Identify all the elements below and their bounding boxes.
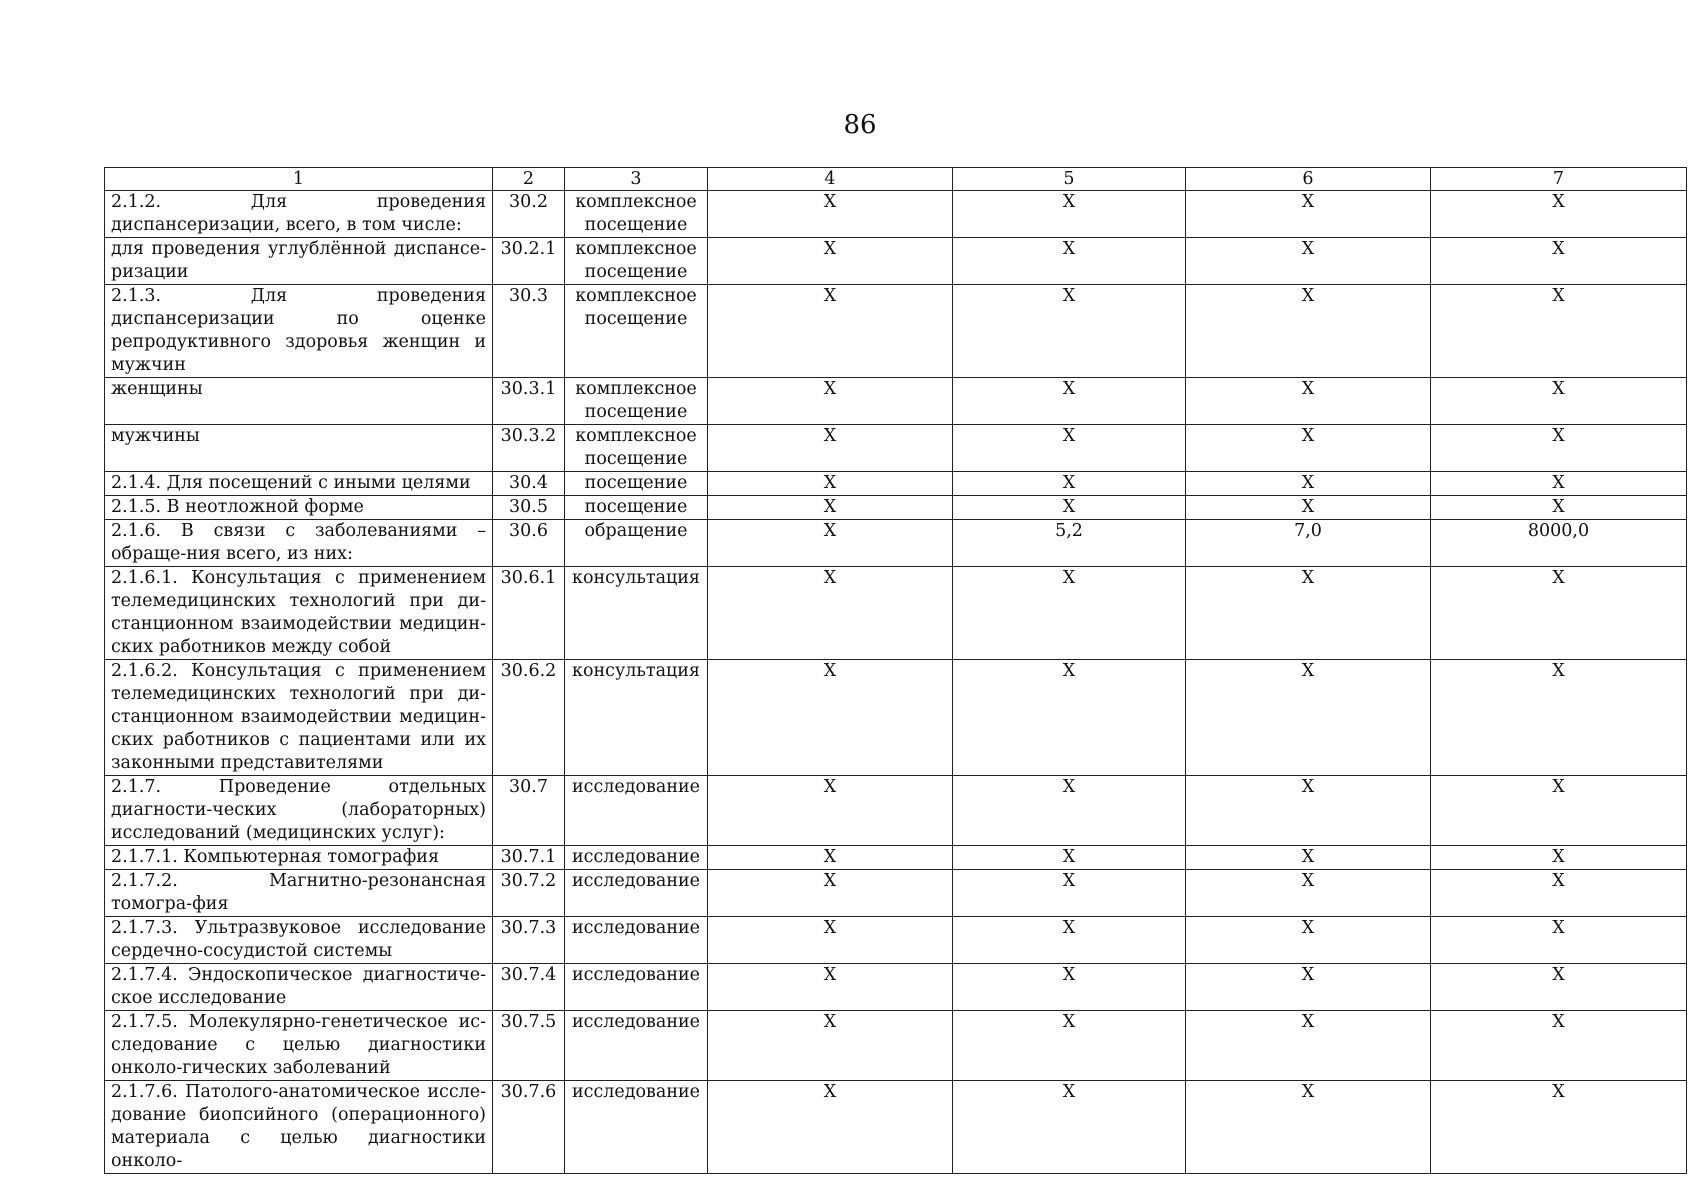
row-name-cell: 2.1.6.1. Консультация с применением телемедицинских технологий при ди-станционном взаимодействии медицин-ских работников между собой xyxy=(105,567,493,660)
col5-value-cell: X xyxy=(953,567,1186,660)
row-unit-cell: консультация xyxy=(565,660,708,776)
row-unit-cell: консультация xyxy=(565,567,708,660)
col6-value-cell: X xyxy=(1186,238,1431,285)
table-row xyxy=(105,520,1687,567)
col5-value-cell: X xyxy=(953,964,1186,1011)
col7-value-cell: X xyxy=(1431,917,1687,964)
row-name-cell: 2.1.7.1. Компьютерная томография xyxy=(105,846,493,870)
row-unit-cell: исследование xyxy=(565,846,708,870)
col7-value-cell: X xyxy=(1431,776,1687,846)
row-code-cell: 30.7.3 xyxy=(493,917,565,964)
row-code-cell: 30.2 xyxy=(493,191,565,238)
header-cell: 5 xyxy=(953,168,1186,191)
row-unit-cell: посещение xyxy=(565,496,708,520)
row-unit-cell: исследование xyxy=(565,917,708,964)
col7-value-cell: X xyxy=(1431,870,1687,917)
row-name-cell: 2.1.7.4. Эндоскопическое диагностиче-ское исследование xyxy=(105,964,493,1011)
row-unit-cell: исследование xyxy=(565,1081,708,1174)
row-unit-cell: комплексное посещение xyxy=(565,425,708,472)
col4-value-cell: X xyxy=(708,870,953,917)
row-name-cell: 2.1.6. В связи с заболеваниями – обраще-ния всего, из них: xyxy=(105,520,493,567)
col7-value-cell: X xyxy=(1431,567,1687,660)
row-code-cell: 30.7.1 xyxy=(493,846,565,870)
col6-value-cell: 7,0 xyxy=(1186,520,1431,567)
col4-value-cell: X xyxy=(708,567,953,660)
row-unit-cell: комплексное посещение xyxy=(565,378,708,425)
col5-value-cell: X xyxy=(953,378,1186,425)
col5-value-cell: X xyxy=(953,917,1186,964)
col4-value-cell: X xyxy=(708,472,953,496)
col5-value-cell: X xyxy=(953,285,1186,378)
col6-value-cell: X xyxy=(1186,917,1431,964)
row-name-cell: 2.1.6.2. Консультация с применением телемедицинских технологий при ди-станционном взаимодействии медицин-ских работников с пациентами или их законными представителями xyxy=(105,660,493,776)
row-name-cell: 2.1.5. В неотложной форме xyxy=(105,496,493,520)
row-code-cell: 30.6 xyxy=(493,520,565,567)
row-unit-cell: комплексное посещение xyxy=(565,285,708,378)
table-row xyxy=(105,846,1687,870)
row-name-cell: 2.1.3. Для проведения диспансеризации по оценке репродуктивного здоровья женщин и мужчин xyxy=(105,285,493,378)
col7-value-cell: X xyxy=(1431,238,1687,285)
row-name-cell: 2.1.7.6. Патолого-анатомическое иссле-дование биопсийного (операционного) материала с целью диагностики онколо- xyxy=(105,1081,493,1174)
col4-value-cell: X xyxy=(708,964,953,1011)
col6-value-cell: X xyxy=(1186,870,1431,917)
row-unit-cell: посещение xyxy=(565,472,708,496)
row-code-cell: 30.3.1 xyxy=(493,378,565,425)
row-code-cell: 30.7.2 xyxy=(493,870,565,917)
table-row xyxy=(105,917,1687,964)
col6-value-cell: X xyxy=(1186,660,1431,776)
row-unit-cell: исследование xyxy=(565,776,708,846)
col5-value-cell: X xyxy=(953,846,1186,870)
row-code-cell: 30.7 xyxy=(493,776,565,846)
row-unit-cell: комплексное посещение xyxy=(565,238,708,285)
col5-value-cell: X xyxy=(953,660,1186,776)
table-row xyxy=(105,1081,1687,1174)
header-cell: 6 xyxy=(1186,168,1431,191)
table-row xyxy=(105,1011,1687,1081)
col7-value-cell: X xyxy=(1431,191,1687,238)
row-code-cell: 30.7.4 xyxy=(493,964,565,1011)
col4-value-cell: X xyxy=(708,496,953,520)
col5-value-cell: 5,2 xyxy=(953,520,1186,567)
table-row xyxy=(105,425,1687,472)
table-row xyxy=(105,567,1687,660)
table-row xyxy=(105,870,1687,917)
col5-value-cell: X xyxy=(953,191,1186,238)
col4-value-cell: X xyxy=(708,191,953,238)
row-code-cell: 30.7.6 xyxy=(493,1081,565,1174)
row-name-cell: женщины xyxy=(105,378,493,425)
col4-value-cell: X xyxy=(708,238,953,285)
row-code-cell: 30.2.1 xyxy=(493,238,565,285)
col6-value-cell: X xyxy=(1186,285,1431,378)
row-code-cell: 30.3 xyxy=(493,285,565,378)
col7-value-cell: 8000,0 xyxy=(1431,520,1687,567)
header-cell: 3 xyxy=(565,168,708,191)
row-name-cell: мужчины xyxy=(105,425,493,472)
col6-value-cell: X xyxy=(1186,776,1431,846)
data-table xyxy=(104,167,1687,1174)
table-row xyxy=(105,660,1687,776)
col5-value-cell: X xyxy=(953,496,1186,520)
table-row xyxy=(105,964,1687,1011)
table-row xyxy=(105,496,1687,520)
row-unit-cell: исследование xyxy=(565,964,708,1011)
col5-value-cell: X xyxy=(953,1011,1186,1081)
header-cell: 7 xyxy=(1431,168,1687,191)
row-code-cell: 30.5 xyxy=(493,496,565,520)
table-row xyxy=(105,472,1687,496)
col7-value-cell: X xyxy=(1431,1081,1687,1174)
row-code-cell: 30.3.2 xyxy=(493,425,565,472)
table-row xyxy=(105,191,1687,238)
row-name-cell: 2.1.7. Проведение отдельных диагности-ческих (лабораторных) исследований (медицинских услуг): xyxy=(105,776,493,846)
col4-value-cell: X xyxy=(708,917,953,964)
table-row xyxy=(105,238,1687,285)
col5-value-cell: X xyxy=(953,776,1186,846)
col5-value-cell: X xyxy=(953,870,1186,917)
table-row xyxy=(105,776,1687,846)
col4-value-cell: X xyxy=(708,378,953,425)
row-code-cell: 30.7.5 xyxy=(493,1011,565,1081)
row-unit-cell: обращение xyxy=(565,520,708,567)
row-code-cell: 30.6.2 xyxy=(493,660,565,776)
header-cell: 2 xyxy=(493,168,565,191)
header-cell: 4 xyxy=(708,168,953,191)
col6-value-cell: X xyxy=(1186,1011,1431,1081)
col6-value-cell: X xyxy=(1186,472,1431,496)
col7-value-cell: X xyxy=(1431,472,1687,496)
col7-value-cell: X xyxy=(1431,964,1687,1011)
col4-value-cell: X xyxy=(708,846,953,870)
row-unit-cell: исследование xyxy=(565,1011,708,1081)
col6-value-cell: X xyxy=(1186,191,1431,238)
col4-value-cell: X xyxy=(708,520,953,567)
table-row xyxy=(105,285,1687,378)
col4-value-cell: X xyxy=(708,425,953,472)
col7-value-cell: X xyxy=(1431,1011,1687,1081)
row-unit-cell: комплексное посещение xyxy=(565,191,708,238)
table-row xyxy=(105,378,1687,425)
col5-value-cell: X xyxy=(953,472,1186,496)
header-cell: 1 xyxy=(105,168,493,191)
col5-value-cell: X xyxy=(953,238,1186,285)
col7-value-cell: X xyxy=(1431,846,1687,870)
col4-value-cell: X xyxy=(708,660,953,776)
col4-value-cell: X xyxy=(708,1011,953,1081)
col4-value-cell: X xyxy=(708,285,953,378)
page-number: 86 xyxy=(843,110,877,140)
row-name-cell: 2.1.7.5. Молекулярно-генетическое ис-следование с целью диагностики онколо-гических заболеваний xyxy=(105,1011,493,1081)
col6-value-cell: X xyxy=(1186,378,1431,425)
col6-value-cell: X xyxy=(1186,846,1431,870)
col6-value-cell: X xyxy=(1186,964,1431,1011)
col7-value-cell: X xyxy=(1431,660,1687,776)
row-name-cell: 2.1.7.3. Ультразвуковое исследование сердечно-сосудистой системы xyxy=(105,917,493,964)
col6-value-cell: X xyxy=(1186,1081,1431,1174)
header-row xyxy=(105,168,1687,191)
col7-value-cell: X xyxy=(1431,425,1687,472)
row-name-cell: 2.1.2. Для проведения диспансеризации, всего, в том числе: xyxy=(105,191,493,238)
row-unit-cell: исследование xyxy=(565,870,708,917)
col6-value-cell: X xyxy=(1186,425,1431,472)
col5-value-cell: X xyxy=(953,1081,1186,1174)
col7-value-cell: X xyxy=(1431,378,1687,425)
row-code-cell: 30.6.1 xyxy=(493,567,565,660)
col4-value-cell: X xyxy=(708,1081,953,1174)
col5-value-cell: X xyxy=(953,425,1186,472)
row-code-cell: 30.4 xyxy=(493,472,565,496)
row-name-cell: 2.1.4. Для посещений с иными целями xyxy=(105,472,493,496)
row-name-cell: 2.1.7.2. Магнитно-резонансная томогра-фия xyxy=(105,870,493,917)
col6-value-cell: X xyxy=(1186,496,1431,520)
col4-value-cell: X xyxy=(708,776,953,846)
row-name-cell: для проведения углублённой диспансе-ризации xyxy=(105,238,493,285)
col6-value-cell: X xyxy=(1186,567,1431,660)
col7-value-cell: X xyxy=(1431,285,1687,378)
col7-value-cell: X xyxy=(1431,496,1687,520)
